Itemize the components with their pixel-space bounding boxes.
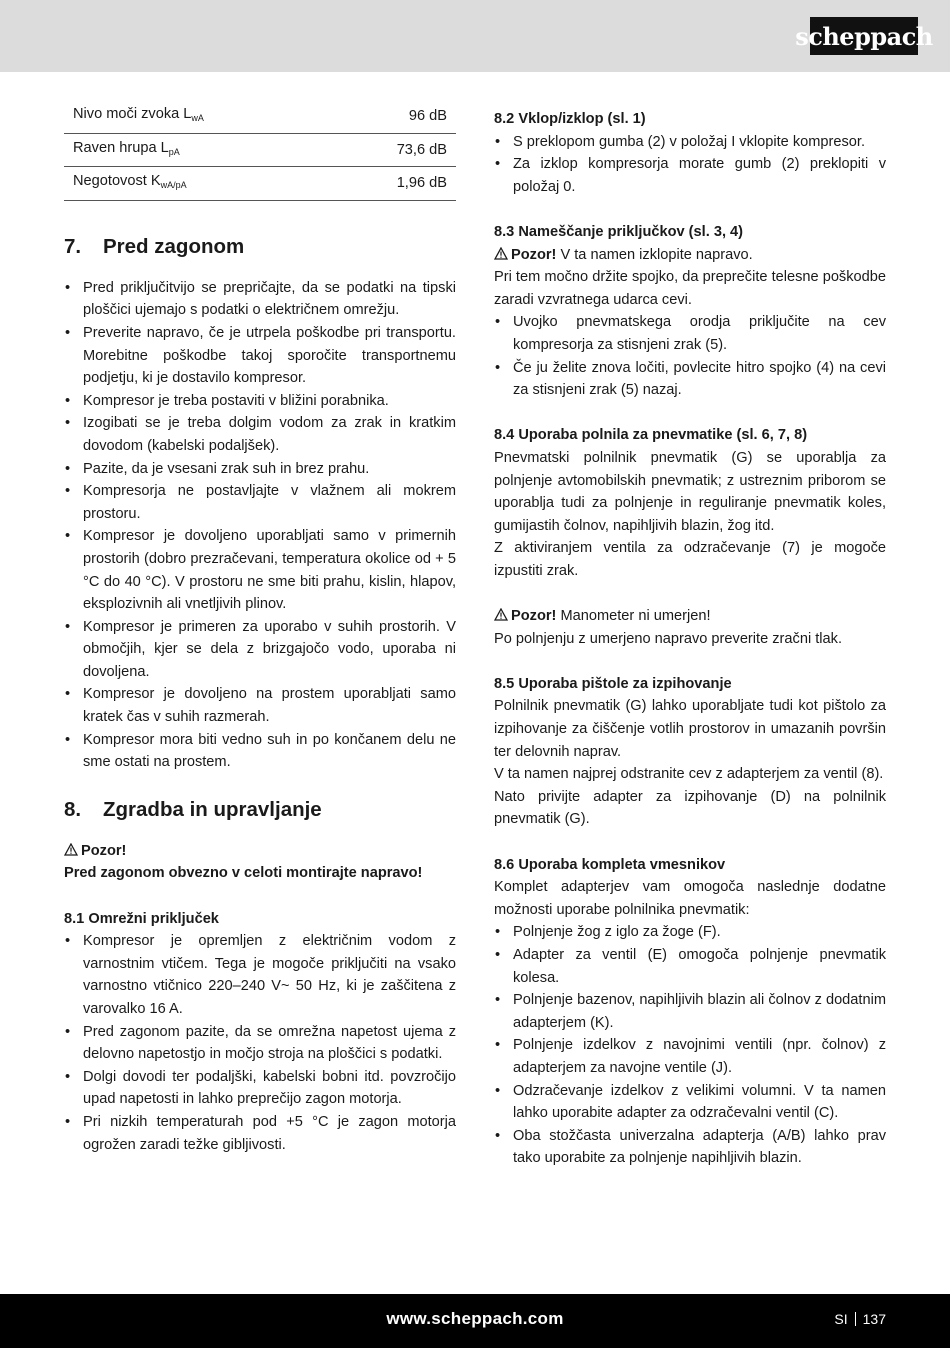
- right-column: [494, 108, 886, 1170]
- subsection-8-3-warning: Pozor! V ta namen izklopite napravo.: [494, 244, 886, 267]
- spec-value: 96 dB: [327, 100, 456, 133]
- list-item: • Pred priključitvijo se prepričajte, da se podatki na tipski ploščici ujemajo s podatki o električnem omrežju.: [64, 277, 456, 322]
- divider: [855, 1312, 856, 1326]
- spec-label: Negotovost $K_{wA/pA}$: [64, 167, 327, 201]
- scheppach-logo: scheppach: [810, 17, 918, 55]
- list-item: • Odzračevanje izdelkov z velikimi volumni. V ta namen lahko uporabite adapter za odzračevalni ventil (C).: [494, 1080, 886, 1125]
- subsection-8-2-heading: 8.2 Vklop/izklop (sl. 1): [494, 111, 646, 127]
- table-row: [64, 133, 456, 167]
- subsection-8-3-heading: 8.3 Nameščanje priključkov (sl. 3, 4): [494, 223, 744, 240]
- table-row: [64, 167, 456, 201]
- list-item: • Kompresor je dovoljeno na prostem uporabljati samo kratek čas v suhih razmerah.: [64, 683, 456, 728]
- website-url: www.scheppach.com: [386, 1309, 564, 1328]
- subsection-8-3-list: [494, 311, 886, 401]
- spec-label: Nivo moči zvoka $L_{wA}$: [64, 100, 327, 133]
- spec-value: 1,96 dB: [327, 167, 456, 201]
- list-item: • Kompresor je primeren za uporabo v suhih prostorih. V območjih, kjer se dela z brizgajočo vodo, uporaba ni dovoljena.: [64, 616, 456, 684]
- subsection-8-4-paragraph: Pnevmatski polnilnik pnevmatik (G) se uporablja za polnjenje avtomobilskih pnevmatik; z ustreznim priborom se uporablja tudi za polnjenje in reguliranje pnevmatik koles, gumijastih čolnov, napihljivih blazin, žog itd.: [494, 449, 886, 534]
- list-item: • Izogibati se je treba dolgim vodom za zrak in kratkim dovodom (kabelski podaljšek).: [64, 412, 456, 457]
- list-item: • Polnjenje žog z iglo za žoge (F).: [494, 921, 886, 944]
- list-item: • Oba stožčasta univerzalna adapterja (A/B) lahko prav tako uporabite za polnjenje napihljivih blazin.: [494, 1125, 886, 1170]
- left-column: [64, 100, 456, 1156]
- section-7-heading: 7. Pred zagonom: [64, 234, 245, 258]
- subsection-8-4-warning: Pozor! Manometer ni umerjen!: [494, 605, 886, 628]
- noise-spec-table: [64, 100, 456, 201]
- subsection-8-5-paragraph: Nato privijte adapter za izpihovanje (D) na polnilnik pnevmatik (G).: [494, 788, 886, 828]
- list-item: • Kompresor je treba postaviti v bližini porabnika.: [64, 390, 456, 413]
- list-item: • Pazite, da je vsesani zrak suh in brez prahu.: [64, 458, 456, 481]
- list-item: • Kompresor mora biti vedno suh in po končanem delu ne sme ostati na prostem.: [64, 729, 456, 774]
- warning-icon: [64, 843, 78, 856]
- language-code: SI: [834, 1311, 848, 1327]
- list-item: • Pred zagonom pazite, da se omrežna napetost ujema z delovno napetostjo in močjo stroja na ploščici s podatki.: [64, 1021, 456, 1066]
- list-item: • Pri nizkih temperaturah pod +5 °C je zagon motorja ogrožen zaradi težke gibljivosti.: [64, 1111, 456, 1156]
- subsection-8-4-heading: 8.4 Uporaba polnila za pnevmatike (sl. 6, 7, 8): [494, 427, 808, 444]
- page-footer: [0, 1294, 950, 1348]
- list-item: • Uvojko pnevmatskega orodja priključite na cev kompresorja za stisnjeni zrak (5).: [494, 311, 886, 356]
- subsection-8-6-heading: 8.6 Uporaba kompleta vmesnikov: [494, 856, 726, 873]
- subsection-8-5-paragraph: Polnilnik pnevmatik (G) lahko uporabljate tudi kot pištolo za izpihovanje za čiščenje votlih prostorov in umazanih površin ter delovnih naprav.: [494, 698, 886, 760]
- list-item: • Dolgi dovodi ter podaljški, kabelski bobni itd. povzročijo upad napetosti in lahko preprečijo zagon motorja.: [64, 1066, 456, 1111]
- list-item: • S preklopom gumba (2) v položaj I vklopite kompresor.: [494, 131, 886, 154]
- list-item: • Kompresor je dovoljeno uporabljati samo v primernih prostorih (dobro prezračevani, temperatura okolice od + 5 °C do 40 °C). V prostoru ne sme biti prahu, kislin, hlapov, eksplozivnih ali vnetljivih plinov.: [64, 525, 456, 615]
- section-8-warning-text: Pred zagonom obvezno v celoti montirajte napravo!: [64, 865, 423, 882]
- list-item: • Če ju želite znova ločiti, povlecite hitro spojko (4) na cevi za stisnjeni zrak (5) nazaj.: [494, 357, 886, 402]
- list-item: • Polnjenje bazenov, napihljivih blazin ali čolnov z dodatnim adapterjem (K).: [494, 989, 886, 1034]
- subsection-8-5-heading: 8.5 Uporaba pištole za izpihovanje: [494, 675, 732, 692]
- list-item: • Kompresor je opremljen z električnim vodom z varnostnim vtičem. Tega je mogoče priključiti na vsako varnostno vtičnico 220–240 V~ 50 Hz, ki je zaščitena z varovalko 16 A.: [64, 930, 456, 1020]
- subsection-8-4-paragraph: Po polnjenju z umerjeno napravo preverite zračni tlak.: [494, 630, 843, 647]
- section-8-warning: Pozor!: [64, 840, 456, 863]
- spec-value: 73,6 dB: [327, 133, 456, 167]
- subsection-8-6-intro: Komplet adapterjev vam omogoča naslednje dodatne možnosti uporabe polnilnika pnevmatik:: [494, 879, 886, 918]
- page-number-value: 137: [862, 1311, 886, 1327]
- warning-icon: [494, 608, 508, 621]
- subsection-8-6-list: [494, 921, 886, 1170]
- subsection-8-2-list: [494, 131, 886, 199]
- subsection-8-5-paragraph: V ta namen najprej odstranite cev z adapterjem za ventil (8).: [494, 766, 884, 783]
- table-row: [64, 100, 456, 133]
- section-7-list: [64, 277, 456, 774]
- list-item: • Za izklop kompresorja morate gumb (2) preklopiti v položaj 0.: [494, 153, 886, 198]
- list-item: • Polnjenje izdelkov z navojnimi ventili (npr. čolnov) z adapterjem za navojne ventile (J).: [494, 1034, 886, 1079]
- subsection-8-1-list: [64, 930, 456, 1156]
- spec-label: Raven hrupa $L_{pA}$: [64, 133, 327, 167]
- warning-icon: [494, 247, 508, 260]
- list-item: • Preverite napravo, če je utrpela poškodbe pri transportu. Morebitne poškodbe takoj sporočite transportnemu podjetju, ki je dostavilo kompresor.: [64, 322, 456, 390]
- page-number: [834, 1311, 886, 1327]
- subsection-8-4-paragraph: Z aktiviranjem ventila za odzračevanje (7) je mogoče izpustiti zrak.: [494, 540, 886, 579]
- section-8-heading: 8. Zgradba in upravljanje: [64, 797, 322, 821]
- subsection-8-3-text: Pri tem močno držite spojko, da preprečite telesne poškodbe zaradi vzvratnega udarca cevi.: [494, 269, 886, 308]
- subsection-8-1-heading: 8.1 Omrežni priključek: [64, 910, 219, 927]
- page-header: [0, 0, 950, 72]
- list-item: • Kompresorja ne postavljajte v vlažnem ali mokrem prostoru.: [64, 480, 456, 525]
- list-item: • Adapter za ventil (E) omogoča polnjenje pnevmatik kolesa.: [494, 944, 886, 989]
